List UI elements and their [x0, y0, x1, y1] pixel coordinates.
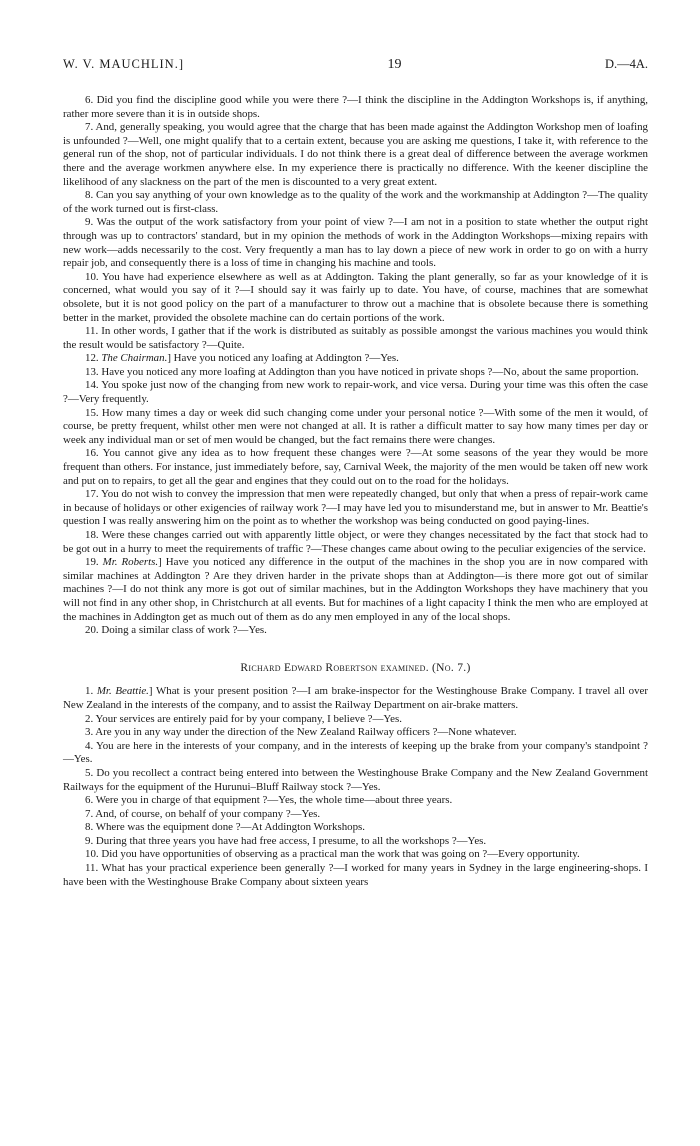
question-paragraph	[63, 835, 648, 849]
speaker-name: Mr. Roberts.	[102, 556, 159, 569]
question-text: 6. Were you in charge of that equipment ?—Yes, the whole time—about three years.	[85, 794, 453, 807]
question-paragraph	[63, 685, 648, 712]
header-witness: W. V. MAUCHLIN.]	[63, 57, 184, 71]
question-text: 13. Have you noticed any more loafing at Addington than you have noticed in private shops ?—No, about the same proportion.	[85, 365, 639, 378]
speaker-name: The Chairman.	[101, 352, 168, 365]
question-text: 17. You do not wish to convey the impression that men were repeatedly changed, but only that when a press of repair-work came in because of holidays or other exigencies of railway work ?—I may have led you to misunderstand me, but in answer to Mr. Beattie's question I was really answering him on the point as to whether the workshop was being conducted on good paying-lines.	[63, 488, 648, 528]
page-header	[63, 58, 648, 94]
question-paragraph	[63, 794, 648, 808]
question-paragraph	[63, 726, 648, 740]
question-paragraph	[63, 271, 648, 325]
page-number: 19	[387, 57, 402, 72]
question-text: 5. Do you recollect a contract being entered into between the Westinghouse Brake Company and the New Zealand Government Railways for the equipment of the Hurunui–Bluff Railway stock ?—Yes.	[63, 766, 648, 793]
question-text: 6. Did you find the discipline good while you were there ?—I think the discipline in the Addington Workshops is, if anything, rather more severe than it is in outside shops.	[63, 94, 648, 120]
question-paragraph	[63, 862, 648, 889]
witness-heading: Richard Edward Robertson examined. (No. 7.)	[240, 661, 471, 674]
question-text: ] Have you noticed any loafing at Addington ?—Yes.	[167, 352, 399, 365]
question-text: 7. And, of course, on behalf of your company ?—Yes.	[85, 807, 321, 820]
question-number: 1.	[85, 685, 97, 698]
question-paragraph	[63, 94, 648, 121]
question-text: ] Have you noticed any difference in the output of the machines in the shop you are in now compared with similar machines at Addington ? Are they driven harder in the private shops than at Addington—is there more got out of similar machines ?—I do not think any more is got out of similar machines, but in the Addington Workshops they have machinery that you will not find in any other shop, in Christchurch at all events. But for machines of a light capacity I think the men who are employed at the machines in Addington get as much out of them as do any men employed in any of the local shops.	[63, 556, 648, 623]
question-number: 12.	[85, 352, 102, 365]
question-paragraph	[63, 624, 648, 638]
question-paragraph	[63, 447, 648, 488]
document-code: D.—4A.	[604, 57, 648, 71]
question-text: 10. Did you have opportunities of observing as a practical man the work that was going on ?—Every opportunity.	[85, 848, 580, 861]
question-text: 9. During that three years you have had free access, I presume, to all the workshops ?—Yes.	[85, 834, 487, 847]
question-paragraph	[63, 488, 648, 529]
question-text: 20. Doing a similar class of work ?—Yes.	[85, 624, 267, 637]
evidence-section-mauchlin	[63, 94, 648, 638]
question-text: 18. Were these changes carried out with apparently little object, or were they changes necessitated by the fact that stock had to be got out in a hurry to meet the requirements of traffic ?—These changes came about owing to the peculiar exigencies of the service.	[63, 529, 648, 555]
question-paragraph	[63, 379, 648, 406]
question-paragraph	[63, 713, 648, 727]
question-text: 14. You spoke just now of the changing from new work to repair-work, and vice versa. During your time was this often the case ?—Very frequently.	[63, 379, 648, 406]
question-paragraph	[63, 407, 648, 448]
question-paragraph	[63, 352, 648, 366]
question-text: 7. And, generally speaking, you would agree that the charge that has been made against the Addington Workshop men of loafing is unfounded ?—Well, one might qualify that to a certain extent, because you are asking me questions, I take it, with reference to the general run of the shop, not of particular individuals. I do not think there is a great deal of difference between the average workmen there and the average workmen anywhere else. In my experience there is practically no difference. With the keener discipline the likelihood of any slackness on the part of the men is discounted to a very great extent.	[63, 121, 648, 188]
question-paragraph	[63, 189, 648, 216]
question-paragraph	[63, 529, 648, 556]
question-paragraph	[63, 808, 648, 822]
question-text: 4. You are here in the interests of your company, and in the interests of keeping up the brake from your company's standpoint ?—Yes.	[63, 739, 648, 766]
question-text: 15. How many times a day or week did such changing come under your personal notice ?—With some of the men it would, of course, be pretty frequent, whilst other men were not changed at all. It is rather a difficult matter to say how many times per day or week any individual man or set of men would be changed, but the fact remains there were changes.	[63, 406, 648, 446]
question-text: 8. Can you say anything of your own knowledge as to the quality of the work and the workmanship at Addington ?—The quality of the work turned out is first-class.	[63, 189, 648, 215]
question-text: 9. Was the output of the work satisfactory from your point of view ?—I am not in a position to state whether the output right through was up to contractors' standard, but in my opinion the methods of work in the Addington Workshops—mixing repairs with new work—adds necessarily to the cost. Very frequently a man has to lay down a piece of new work in order to go on with a hurry repair job, and consequently there is a loss of time in changing his machine and tools.	[63, 216, 648, 270]
question-text: 2. Your services are entirely paid for by your company, I believe ?—Yes.	[85, 712, 402, 725]
question-paragraph	[63, 767, 648, 794]
question-paragraph	[63, 821, 648, 835]
question-text: 11. In other words, I gather that if the work is distributed as suitably as possible amongst the various machines you would think the result would be satisfactory ?—Quite.	[63, 325, 648, 351]
speaker-name: Mr. Beattie.	[96, 685, 149, 698]
question-text: 16. You cannot give any idea as to how frequent these changes were ?—At some seasons of the year they would be more frequent than others. For instance, just immediately before, say, Carnival Week, the majority of the men would be taken off new work and put on to repairs, to get all the gear and engines that they could out on to the road for the holidays.	[63, 447, 648, 487]
question-paragraph	[63, 325, 648, 352]
question-paragraph	[63, 848, 648, 862]
question-text: ] What is your present position ?—I am brake-inspector for the Westinghouse Brake Company. I travel all over New Zealand in the interests of the company, and to assist the Railway Department on air-brake matters.	[63, 685, 649, 711]
question-paragraph	[63, 556, 648, 624]
question-text: 10. You have had experience elsewhere as well as at Addington. Taking the plant generally, so far as your knowledge of it is concerned, what would you say of it ?—I should say it was fairly up to date. You have, of course, machines that are somewhat obsolete, but it is not good policy on the part of a manufacturer to throw out a machine that is obsolete because there is something better in the market, provided the obsolete machine can do certain portions of the work.	[63, 270, 648, 324]
question-paragraph	[63, 740, 648, 767]
question-text: 11. What has your practical experience been generally ?—I worked for many years in Sydney in the large engineering-shops. I have been with the Westinghouse Brake Company about sixteen years	[63, 862, 648, 888]
question-paragraph	[63, 216, 648, 270]
evidence-section-robertson	[63, 685, 648, 889]
question-text: 8. Where was the equipment done ?—At Addington Workshops.	[85, 821, 366, 834]
question-paragraph	[63, 121, 648, 189]
question-paragraph	[63, 366, 648, 380]
question-text: 3. Are you in any way under the direction of the New Zealand Railway officers ?—None whatever.	[85, 726, 517, 739]
question-number: 19.	[85, 556, 103, 569]
